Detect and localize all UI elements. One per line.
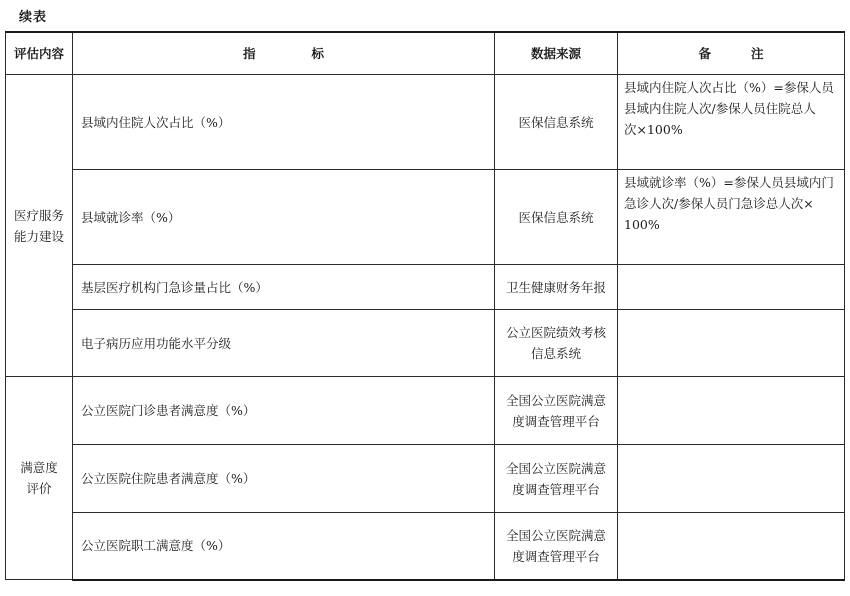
note-cell: [618, 75, 845, 170]
source-cell: [495, 75, 618, 170]
source-cell: [495, 445, 618, 513]
category-line: 满意度: [20, 460, 58, 475]
source-line: 公立医院绩效考核: [505, 325, 606, 340]
source-cell: [495, 310, 618, 377]
note-line: 次×100%: [624, 122, 683, 137]
note-cell: [618, 170, 845, 265]
indicator-cell: 县域内住院人次占比（%）: [73, 75, 495, 170]
category-line: 医疗服务: [13, 207, 64, 223]
category-cell-service-capacity: [6, 75, 73, 377]
category-line: 能力建设: [13, 228, 64, 244]
source-line: 全国公立医院满意: [505, 527, 606, 543]
source-line: 全国公立医院满意: [505, 392, 606, 408]
source-line: 医保信息系统: [518, 114, 594, 130]
source-line: 医保信息系统: [518, 209, 594, 225]
evaluation-table: [5, 31, 845, 581]
table-row: [6, 170, 845, 265]
header-note: [618, 32, 845, 75]
indicator-cell: 县域就诊率（%）: [73, 170, 495, 265]
table-row: [6, 377, 845, 445]
note-cell: [618, 310, 845, 377]
indicator-cell: 公立医院职工满意度（%）: [73, 513, 495, 580]
table-row: [6, 265, 845, 310]
header-category: 评估内容: [6, 32, 73, 75]
indicator-cell: 电子病历应用功能水平分级: [73, 310, 495, 377]
header-note-char-1: 备: [698, 46, 711, 61]
source-cell: [495, 170, 618, 265]
table-row: [6, 310, 845, 377]
note-cell: [618, 377, 845, 445]
source-line: 卫生健康财务年报: [505, 279, 606, 295]
source-cell: [495, 377, 618, 445]
note-line: 县域就诊率（%）=参保人员县域内门: [624, 175, 834, 190]
note-line: 100%: [624, 217, 660, 232]
note-cell: [618, 445, 845, 513]
indicator-cell: 公立医院住院患者满意度（%）: [73, 445, 495, 513]
table-caption: 续表: [19, 10, 48, 25]
source-line: 度调查管理平台: [512, 481, 600, 497]
source-cell: [495, 265, 618, 310]
header-indicator-char-2: 标: [311, 46, 325, 61]
note-cell: [618, 513, 845, 580]
source-line: 全国公立医院满意: [505, 460, 606, 476]
header-source: 数据来源: [495, 32, 618, 75]
note-line: 县域内住院人次占比（%）=参保人员: [624, 80, 834, 95]
indicator-cell: 公立医院门诊患者满意度（%）: [73, 377, 495, 445]
header-note-char-2: 注: [751, 46, 764, 61]
category-line: 评价: [26, 481, 52, 496]
table-row: [6, 445, 845, 513]
source-line: 信息系统: [530, 346, 581, 361]
source-cell: [495, 513, 618, 580]
table-row: [6, 513, 845, 580]
note-line: 县域内住院人次/参保人员住院总人: [624, 101, 816, 116]
header-indicator: [73, 32, 495, 75]
table-row: [6, 75, 845, 170]
source-line: 度调查管理平台: [512, 548, 600, 564]
note-line: 急诊人次/参保人员门急诊总人次×: [624, 196, 814, 211]
table-header-row: [6, 32, 845, 75]
category-cell-satisfaction: [6, 377, 73, 580]
source-line: 度调查管理平台: [512, 413, 600, 429]
header-indicator-char-1: 指: [242, 46, 256, 61]
indicator-cell: 基层医疗机构门急诊量占比（%）: [73, 265, 495, 310]
note-cell: [618, 265, 845, 310]
